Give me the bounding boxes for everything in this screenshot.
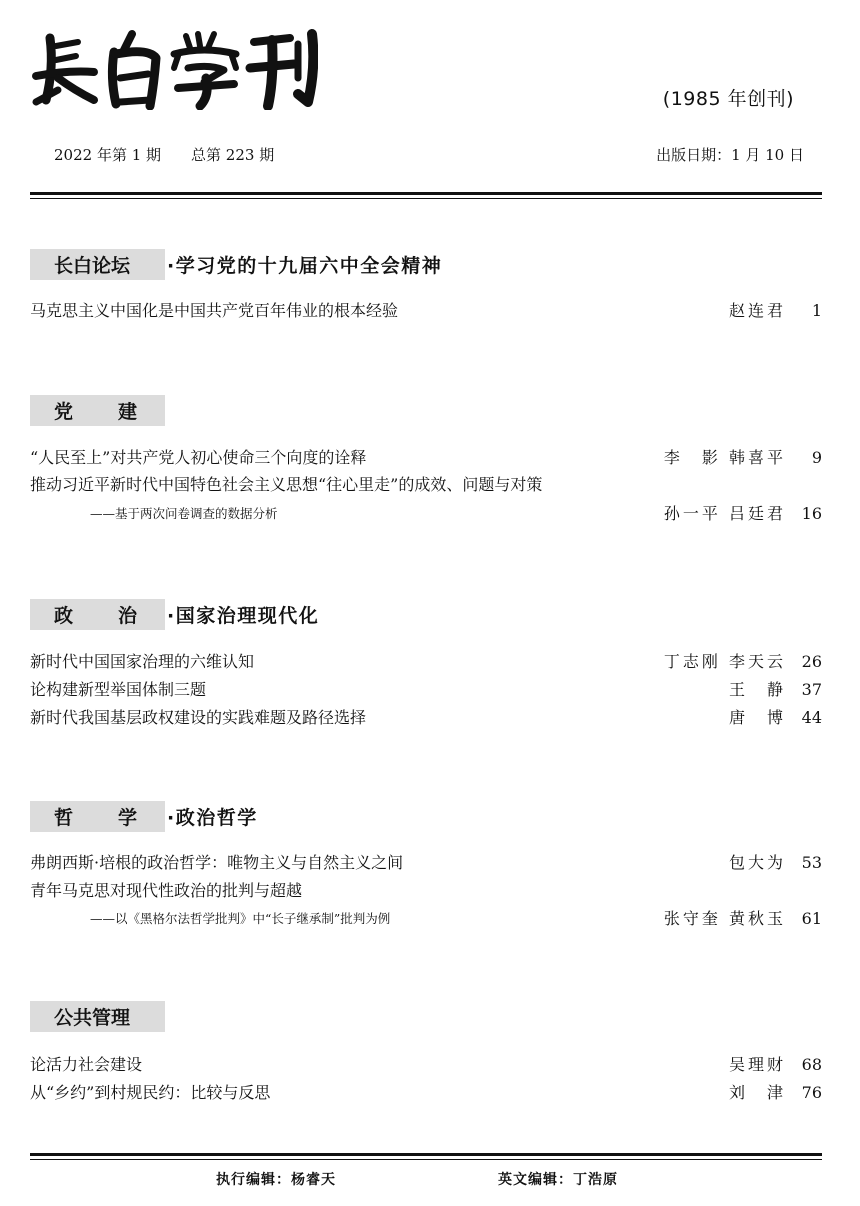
section-name-char: 党 (54, 401, 74, 423)
article-row[interactable] (30, 474, 822, 496)
article-author: 包大为 (728, 853, 786, 872)
article-page: 26 (801, 652, 822, 671)
article-row-continued (30, 908, 822, 930)
article-page: 76 (801, 1083, 822, 1102)
article-title[interactable]: 新时代我国基层政权建设的实践难题及路径选择 (30, 708, 367, 727)
section-name-box (30, 395, 165, 426)
article-author: 王 静 (728, 680, 786, 699)
article-author: 张守奎 黄秋玉 (663, 909, 786, 928)
section-header-party-building (30, 395, 165, 426)
section-subtitle: ·政治哲学 (167, 807, 258, 829)
section-subtitle: ·学习党的十九届六中全会精神 (167, 255, 443, 277)
article-page: 61 (801, 909, 822, 928)
article-author: 赵连君 (728, 301, 786, 320)
section-name-box (30, 249, 165, 280)
article-page: 1 (811, 301, 822, 320)
section-name: 长白论坛 (54, 255, 131, 277)
article-author: 刘 津 (728, 1083, 786, 1102)
article-row[interactable] (30, 1082, 822, 1104)
article-title[interactable]: 新时代中国国家治理的六维认知 (30, 652, 255, 671)
article-author: 丁志刚 李天云 (663, 652, 786, 671)
section-name-char: 学 (117, 807, 137, 829)
issue-number: 2022 年第 1 期 (54, 146, 162, 164)
article-title[interactable]: 论构建新型举国体制三题 (30, 680, 207, 699)
section-header-changbai-forum (30, 249, 442, 280)
founded-year: (1985 年创刊) (662, 88, 794, 110)
article-title[interactable]: 弗朗西斯·培根的政治哲学：唯物主义与自然主义之间 (30, 853, 404, 872)
footer-rule-thin (30, 1159, 822, 1160)
footer-rule-thick (30, 1153, 822, 1156)
article-author: 李 影 韩喜平 (663, 448, 786, 467)
article-row[interactable] (30, 852, 822, 874)
header-rule-thin (30, 198, 822, 199)
section-header-public-administration (30, 1001, 165, 1032)
article-title[interactable]: 青年马克思对现代性政治的批判与超越 (30, 881, 303, 900)
section-name-box (30, 599, 165, 630)
article-row[interactable] (30, 880, 822, 902)
article-row[interactable] (30, 679, 822, 701)
total-issue-number: 总第 223 期 (191, 146, 275, 164)
section-header-politics (30, 599, 319, 630)
section-subtitle: ·国家治理现代化 (167, 605, 320, 627)
article-title[interactable]: 从“乡约”到村规民约：比较与反思 (30, 1083, 271, 1102)
article-page: 9 (811, 448, 822, 467)
section-name-box (30, 801, 165, 832)
executive-editor: 执行编辑：杨睿天 (216, 1172, 336, 1188)
section-name-char: 治 (117, 605, 137, 627)
article-title[interactable]: “人民至上”对共产党人初心使命三个向度的诠释 (30, 448, 367, 467)
article-row[interactable] (30, 651, 822, 673)
article-page: 68 (801, 1055, 822, 1074)
article-author: 吴理财 (728, 1055, 786, 1074)
article-title[interactable]: 论活力社会建设 (30, 1055, 143, 1074)
article-title[interactable]: 推动习近平新时代中国特色社会主义思想“往心里走”的成效、问题与对策 (30, 475, 543, 494)
article-author: 唐 博 (728, 708, 786, 727)
article-author: 孙一平 吕廷君 (663, 504, 786, 523)
article-page: 44 (801, 708, 822, 727)
section-header-philosophy (30, 801, 258, 832)
article-title[interactable]: 马克思主义中国化是中国共产党百年伟业的根本经验 (30, 301, 399, 320)
section-name-box (30, 1001, 165, 1032)
section-name: 公共管理 (54, 1007, 131, 1029)
article-subtitle: ——以《黑格尔法哲学批判》中“长子继承制”批判为例 (90, 911, 391, 926)
publication-date: 出版日期：1 月 10 日 (656, 146, 804, 164)
article-row[interactable] (30, 1054, 822, 1076)
article-subtitle: ——基于两次问卷调查的数据分析 (90, 506, 278, 521)
issue-info (54, 144, 274, 165)
article-page: 37 (801, 680, 822, 699)
section-name-char: 哲 (54, 807, 74, 829)
article-row[interactable] (30, 300, 822, 322)
header-rule-thick (30, 192, 822, 195)
article-row[interactable] (30, 707, 822, 729)
article-page: 53 (801, 853, 822, 872)
article-page: 16 (801, 504, 822, 523)
english-editor: 英文编辑：丁浩原 (498, 1172, 618, 1188)
section-name-char: 建 (117, 401, 137, 423)
journal-logo (28, 28, 318, 110)
section-name-char: 政 (54, 605, 74, 627)
article-row[interactable] (30, 447, 822, 469)
article-row-continued (30, 503, 822, 525)
